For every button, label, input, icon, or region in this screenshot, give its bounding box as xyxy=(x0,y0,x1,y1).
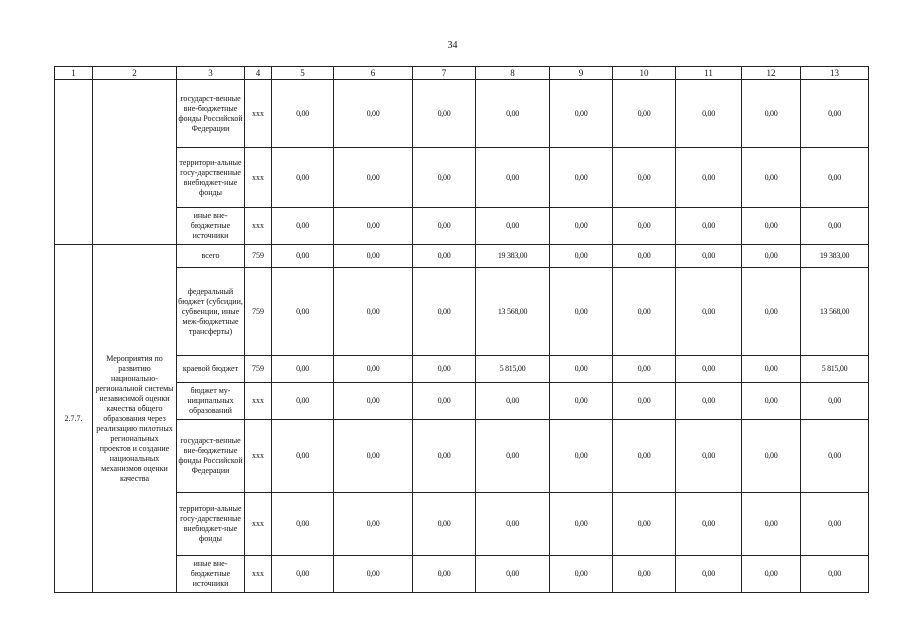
value-cell: 0,00 xyxy=(742,383,801,420)
header-cell: 6 xyxy=(334,67,413,80)
value-cell: 0,00 xyxy=(550,356,613,383)
table-row xyxy=(55,208,869,245)
value-cell: 0,00 xyxy=(476,493,550,556)
code-cell: 759 xyxy=(245,245,272,268)
value-cell: 0,00 xyxy=(742,556,801,593)
item-number-cell: 2.7.7. xyxy=(55,245,93,593)
header-row xyxy=(55,67,869,80)
value-cell: 0,00 xyxy=(413,356,476,383)
value-cell: 19 383,00 xyxy=(801,245,869,268)
value-cell: 0,00 xyxy=(742,420,801,493)
header-cell: 2 xyxy=(93,67,177,80)
code-cell: ххх xyxy=(245,420,272,493)
value-cell: 0,00 xyxy=(676,383,742,420)
code-cell: 759 xyxy=(245,356,272,383)
header-cell: 9 xyxy=(550,67,613,80)
value-cell: 0,00 xyxy=(476,556,550,593)
budget-table xyxy=(54,66,869,593)
value-cell: 0,00 xyxy=(476,383,550,420)
value-cell: 19 383,00 xyxy=(476,245,550,268)
value-cell: 0,00 xyxy=(413,268,476,356)
value-cell: 0,00 xyxy=(676,148,742,208)
value-cell: 5 815,00 xyxy=(476,356,550,383)
value-cell: 0,00 xyxy=(613,268,676,356)
value-cell: 0,00 xyxy=(334,268,413,356)
value-cell: 0,00 xyxy=(613,245,676,268)
value-cell: 0,00 xyxy=(801,80,869,148)
value-cell: 0,00 xyxy=(550,80,613,148)
value-cell: 0,00 xyxy=(742,493,801,556)
value-cell: 0,00 xyxy=(550,245,613,268)
value-cell: 0,00 xyxy=(272,148,334,208)
header-cell: 11 xyxy=(676,67,742,80)
value-cell: 0,00 xyxy=(334,420,413,493)
value-cell: 0,00 xyxy=(801,383,869,420)
header-cell: 10 xyxy=(613,67,676,80)
value-cell: 0,00 xyxy=(742,245,801,268)
source-cell: всего xyxy=(177,245,245,268)
value-cell: 0,00 xyxy=(272,420,334,493)
value-cell: 0,00 xyxy=(801,493,869,556)
value-cell: 0,00 xyxy=(272,245,334,268)
table-row xyxy=(55,268,869,356)
value-cell: 0,00 xyxy=(413,208,476,245)
value-cell: 0,00 xyxy=(550,208,613,245)
value-cell: 0,00 xyxy=(613,556,676,593)
value-cell: 5 815,00 xyxy=(801,356,869,383)
header-cell: 4 xyxy=(245,67,272,80)
value-cell: 0,00 xyxy=(613,80,676,148)
value-cell: 0,00 xyxy=(334,208,413,245)
table-row xyxy=(55,356,869,383)
source-cell: территори-альные госу-дарственные внебюджет-ные фонды xyxy=(177,148,245,208)
code-cell: ххх xyxy=(245,208,272,245)
value-cell: 0,00 xyxy=(550,556,613,593)
value-cell: 0,00 xyxy=(272,80,334,148)
header-cell: 3 xyxy=(177,67,245,80)
value-cell: 0,00 xyxy=(413,493,476,556)
header-cell: 13 xyxy=(801,67,869,80)
header-cell: 12 xyxy=(742,67,801,80)
value-cell: 0,00 xyxy=(550,493,613,556)
source-cell: федеральный бюджет (субсидии, субвенции, иные меж-бюджетные трансферты) xyxy=(177,268,245,356)
header-cell: 8 xyxy=(476,67,550,80)
source-cell: бюджет му-ниципальных образований xyxy=(177,383,245,420)
value-cell: 0,00 xyxy=(613,493,676,556)
value-cell: 0,00 xyxy=(334,383,413,420)
value-cell: 0,00 xyxy=(334,356,413,383)
header-cell: 7 xyxy=(413,67,476,80)
value-cell: 0,00 xyxy=(742,268,801,356)
value-cell: 13 568,00 xyxy=(801,268,869,356)
table-row xyxy=(55,493,869,556)
table-row xyxy=(55,245,869,268)
code-cell: ххх xyxy=(245,556,272,593)
code-cell: 759 xyxy=(245,268,272,356)
table-row xyxy=(55,420,869,493)
value-cell: 0,00 xyxy=(413,420,476,493)
source-cell: государст-венные вне-бюджетные фонды Российской Федерации xyxy=(177,80,245,148)
value-cell: 0,00 xyxy=(476,80,550,148)
value-cell: 0,00 xyxy=(550,148,613,208)
value-cell: 0,00 xyxy=(676,268,742,356)
value-cell: 0,00 xyxy=(801,420,869,493)
value-cell: 0,00 xyxy=(476,208,550,245)
header-cell: 1 xyxy=(55,67,93,80)
value-cell: 0,00 xyxy=(676,356,742,383)
value-cell: 0,00 xyxy=(801,556,869,593)
value-cell: 0,00 xyxy=(272,208,334,245)
source-cell: иные вне-бюджетные источники xyxy=(177,208,245,245)
value-cell: 0,00 xyxy=(476,148,550,208)
page-number: 34 xyxy=(447,40,458,51)
item-number-cell xyxy=(55,80,93,245)
item-title-cell: Мероприятия по развитию национально-региональной системы независимой оценки качества общего образования через реализацию пилотных региональных проектов и создание национальных механизмов оценки качества xyxy=(93,245,177,593)
value-cell: 0,00 xyxy=(550,268,613,356)
value-cell: 0,00 xyxy=(413,148,476,208)
value-cell: 0,00 xyxy=(550,420,613,493)
value-cell: 0,00 xyxy=(742,148,801,208)
value-cell: 13 568,00 xyxy=(476,268,550,356)
source-cell: иные вне-бюджетные источники xyxy=(177,556,245,593)
value-cell: 0,00 xyxy=(413,80,476,148)
value-cell: 0,00 xyxy=(676,208,742,245)
value-cell: 0,00 xyxy=(801,148,869,208)
value-cell: 0,00 xyxy=(334,493,413,556)
value-cell: 0,00 xyxy=(550,383,613,420)
value-cell: 0,00 xyxy=(613,383,676,420)
value-cell: 0,00 xyxy=(676,420,742,493)
value-cell: 0,00 xyxy=(676,556,742,593)
value-cell: 0,00 xyxy=(801,208,869,245)
value-cell: 0,00 xyxy=(413,383,476,420)
source-cell: государст-венные вне-бюджетные фонды Российской Федерации xyxy=(177,420,245,493)
table-row xyxy=(55,556,869,593)
table-row xyxy=(55,383,869,420)
value-cell: 0,00 xyxy=(272,383,334,420)
value-cell: 0,00 xyxy=(272,556,334,593)
value-cell: 0,00 xyxy=(676,493,742,556)
value-cell: 0,00 xyxy=(334,80,413,148)
value-cell: 0,00 xyxy=(413,556,476,593)
value-cell: 0,00 xyxy=(272,493,334,556)
value-cell: 0,00 xyxy=(613,208,676,245)
code-cell: ххх xyxy=(245,148,272,208)
header-cell: 5 xyxy=(272,67,334,80)
value-cell: 0,00 xyxy=(413,245,476,268)
value-cell: 0,00 xyxy=(742,80,801,148)
value-cell: 0,00 xyxy=(742,356,801,383)
source-cell: краевой бюджет xyxy=(177,356,245,383)
value-cell: 0,00 xyxy=(613,148,676,208)
code-cell: ххх xyxy=(245,493,272,556)
value-cell: 0,00 xyxy=(334,245,413,268)
source-cell: территори-альные госу-дарственные внебюджет-ные фонды xyxy=(177,493,245,556)
value-cell: 0,00 xyxy=(334,556,413,593)
code-cell: ххх xyxy=(245,383,272,420)
value-cell: 0,00 xyxy=(272,268,334,356)
code-cell: ххх xyxy=(245,80,272,148)
item-title-cell xyxy=(93,80,177,245)
value-cell: 0,00 xyxy=(676,80,742,148)
value-cell: 0,00 xyxy=(676,245,742,268)
value-cell: 0,00 xyxy=(742,208,801,245)
value-cell: 0,00 xyxy=(272,356,334,383)
value-cell: 0,00 xyxy=(613,420,676,493)
table-row xyxy=(55,148,869,208)
value-cell: 0,00 xyxy=(476,420,550,493)
value-cell: 0,00 xyxy=(613,356,676,383)
value-cell: 0,00 xyxy=(334,148,413,208)
table-row xyxy=(55,80,869,148)
